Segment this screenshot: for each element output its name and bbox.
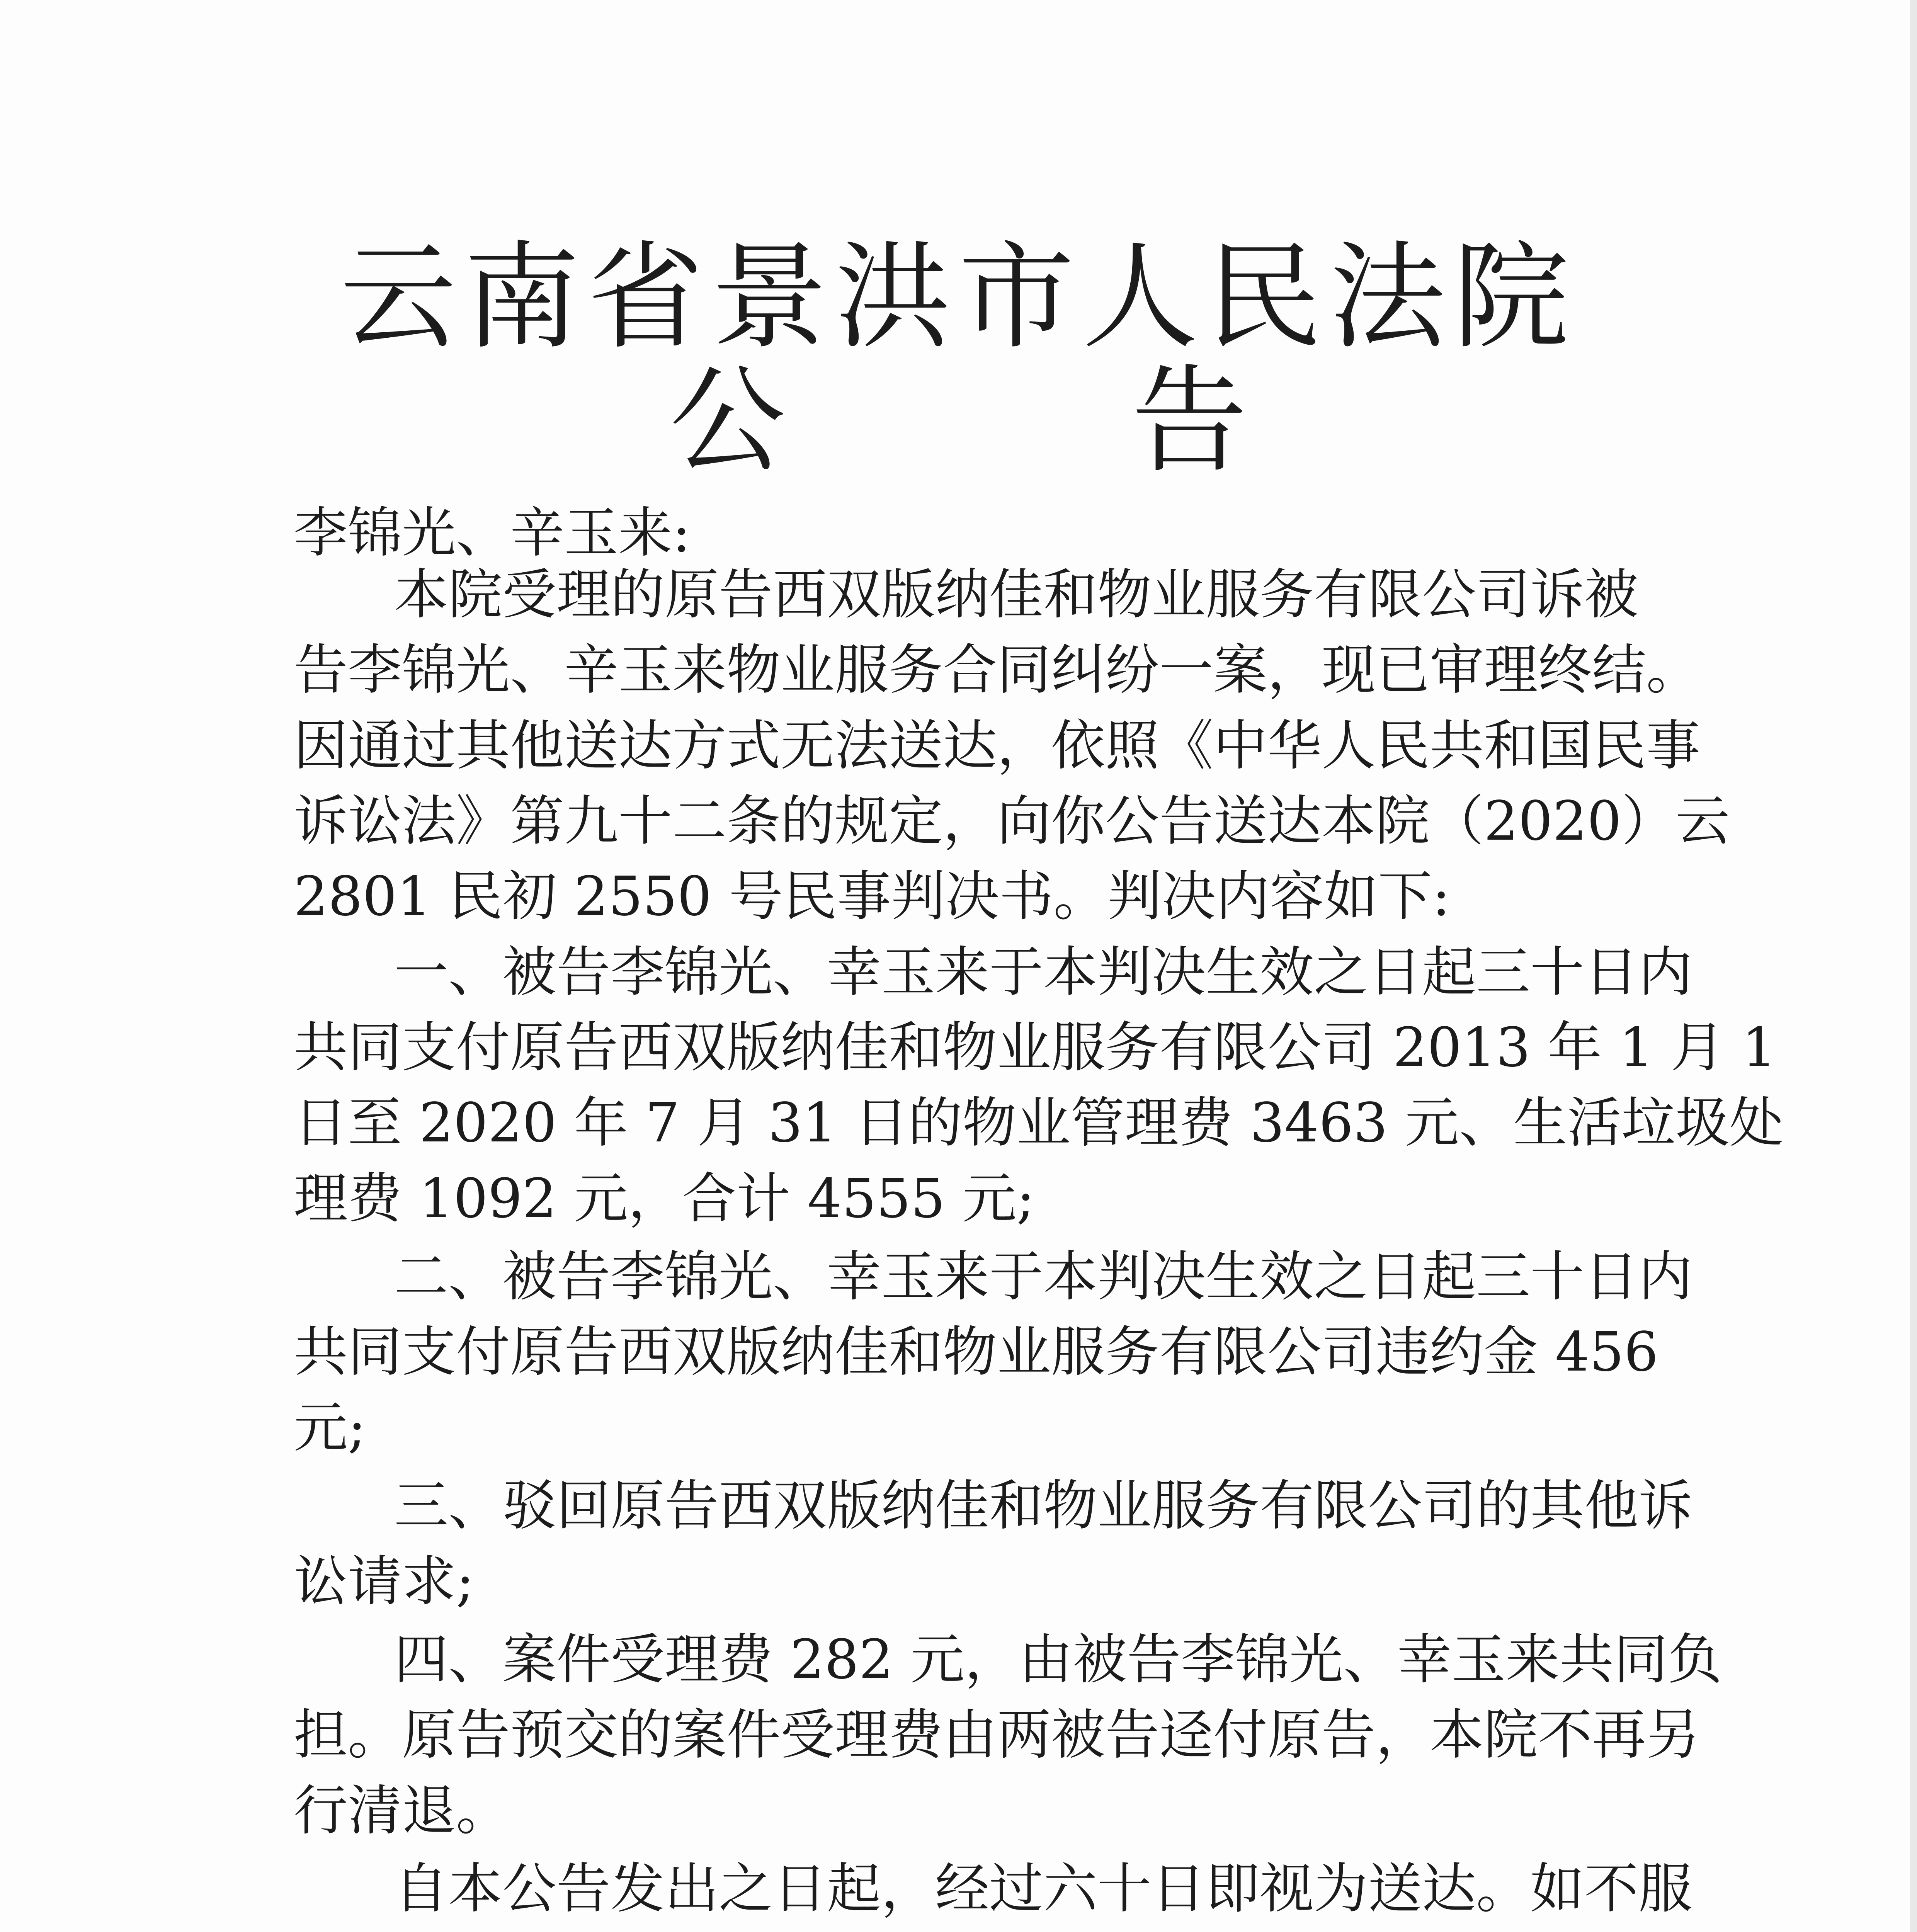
- body-line: 告李锦光、辛玉来物业服务合同纠纷一案，现已审理终结。: [294, 639, 1701, 702]
- body-line: 一、被告李锦光、幸玉来于本判决生效之日起三十日内: [394, 941, 1693, 1004]
- body-line: 二、被告李锦光、幸玉来于本判决生效之日起三十日内: [394, 1245, 1693, 1308]
- body-line: 三、驳回原告西双版纳佳和物业服务有限公司的其他诉: [394, 1475, 1693, 1537]
- body-line: 行清退。: [294, 1779, 510, 1842]
- body-line: 共同支付原告西双版纳佳和物业服务有限公司 2013 年 1 月 1: [294, 1016, 1776, 1079]
- body-line: 四、案件受理费 282 元，由被告李锦光、幸玉来共同负: [394, 1628, 1722, 1691]
- body-line: 共同支付原告西双版纳佳和物业服务有限公司违约金 456: [294, 1321, 1658, 1384]
- body-line: 诉讼法》第九十二条的规定，向你公告送达本院（2020）云: [294, 790, 1730, 853]
- body-line: 日至 2020 年 7 月 31 日的物业管理费 3463 元、生活垃圾处: [294, 1092, 1784, 1155]
- body-line: [294, 1926, 1700, 1932]
- body-line: 自本公告发出之日起，经过六十日即视为送达。如不服: [394, 1857, 1693, 1920]
- body-line: 理费 1092 元，合计 4555 元;: [294, 1167, 1035, 1230]
- body-line: 担。原告预交的案件受理费由两被告迳付原告，本院不再另: [294, 1704, 1701, 1767]
- body-line: 2801 民初 2550 号民事判决书。判决内容如下:: [294, 865, 1451, 928]
- addressee: 李锦光、辛玉来:: [294, 502, 691, 565]
- court-title: 云南省景洪市人民法院: [340, 230, 1577, 365]
- body-line: 本院受理的原告西双版纳佳和物业服务有限公司诉被: [394, 563, 1639, 626]
- body-line: 因通过其他送达方式无法送达，依照《中华人民共和国民事: [294, 714, 1701, 777]
- body-line: 讼请求;: [294, 1550, 475, 1613]
- doc-type-title: 公 告: [669, 354, 1402, 488]
- body-line: 元;: [294, 1396, 366, 1459]
